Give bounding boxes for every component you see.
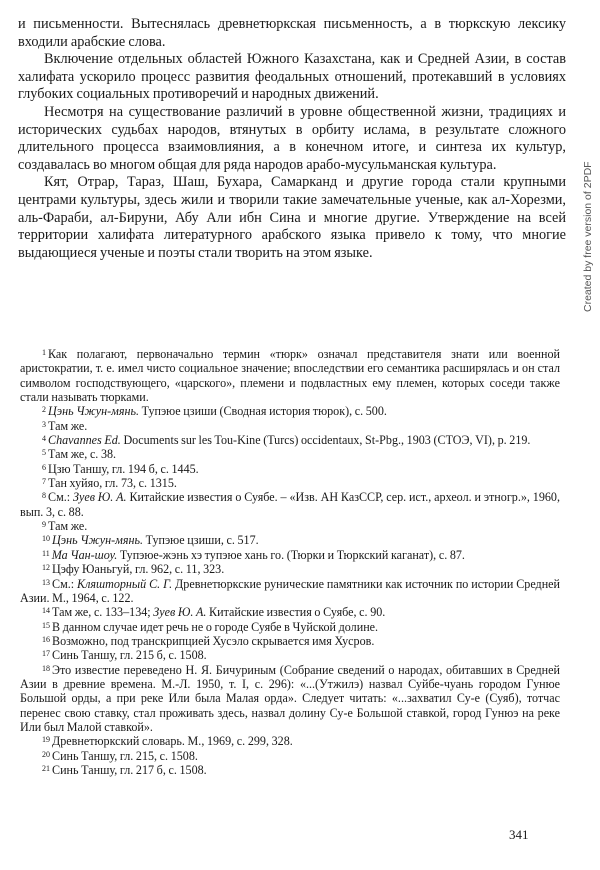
footnote: $^{13}$ См.: Кляшторный С. Г. Древнетюркские рунические памятники как источник по истории Средней Азии. М., 1964, с. 122.: [20, 576, 561, 605]
footnote-number: 1: [42, 348, 46, 357]
footnote: $^5$ Там же, с. 38.: [42, 447, 117, 462]
footnote: $^7$ Тан хуйяо, гл. 73, с. 1315.: [42, 476, 177, 491]
footnote-number: 3: [42, 419, 46, 429]
paragraph: Кят, Отрар, Тараз, Шаш, Бухара, Самарканд и другие города стали крупными центрами культуры, здесь жили и творили такие замечательные ученые, как ал-Хорезми, аль-Фараби, ал-Бируни, Абу Али ибн Сина и многие другие. Утверждение на всей территории халифата литературного арабского языка привело к тому, что многие выдающиеся ученые и поэты стали творить на этом языке.: [18, 174, 566, 261]
footnote-number: 13: [42, 577, 50, 587]
footnote: $^4$ Chavannes Ed. Documents sur les Tou-Kine (Turcs) occidentaux, St-Pbg., 1903 (СТОЭ, VI), р. 219.: [42, 433, 531, 448]
footnote: $^3$ Там же.: [42, 418, 88, 433]
footnote: $^{19}$ Древнетюркский словарь. М., 1969, с. 299, 328.: [42, 734, 293, 749]
footnote-number: 7: [42, 477, 46, 487]
footnote: $^{12}$ Цэфу Юаньгуй, гл. 962, с. 11, 323.: [42, 562, 225, 577]
footnote-number: 2: [42, 405, 46, 415]
footnote: $^9$ Там же.: [42, 519, 88, 534]
footnote-number: 8: [42, 491, 46, 501]
footnote: $^{10}$ Цэнь Чжун-мянь. Тупэюе цзиши, с. 517.: [42, 533, 259, 548]
footnote: $^{18}$ Это известие переведено Н. Я. Бичуриным (Собрание сведений о народах, обитавших в Средней Азии в древние времена. М.-Л. 1950, т. I, с. 296): «...(Утжилэ) назвал Суйбе-чуань городом Гунюе Большой орды, а при реке Или была Малая орда». Следует читать: «...захватил Су-е (Суяб), тотчас перенес свою ставку, стал проживать здесь, назвал долину Су-е Большой ставкой, город Гунюэ на реке Или был Малой ставкой».: [20, 662, 560, 734]
footnote: $^{11}$ Ма Чан-шоу. Тупэюе-жэнь хэ тупэюе хань го. (Тюрки и Тюркский каганат), с. 87.: [42, 547, 465, 562]
footnote-author: Цэнь Чжун-мянь.: [48, 404, 140, 419]
footnote: $^{15}$ В данном случае идет речь не о городе Суябе в Чуйской долине.: [42, 619, 379, 634]
footnote-number: 17: [42, 649, 50, 659]
footnote-author: Цэнь Чжун-мянь.: [52, 533, 144, 548]
footnote-number: 20: [42, 749, 50, 759]
footnote-number: 21: [42, 763, 50, 773]
footnote: $^{20}$ Синь Таншу, гл. 215, с. 1508.: [42, 748, 198, 763]
footnote-number: 5: [42, 448, 46, 458]
footnote: $^{16}$ Возможно, под транскрипцией Хусэло скрывается имя Хусров.: [42, 633, 375, 648]
footnote-author: Chavannes Ed.: [48, 433, 121, 448]
footnote-author: Ма Чан-шоу.: [51, 547, 118, 562]
footnote-number: 16: [42, 634, 50, 644]
footnote-number: 6: [42, 462, 46, 472]
footnote: $^6$ Цзю Таншу, гл. 194 б, с. 1445.: [42, 461, 199, 476]
footnote: $^1$ Как полагают, первоначально термин «тюрк» означал представителя знати или военной аристократии, т. е. имел чисто социальное значение; впоследствии его семантика расширялась и он стал символом господствующего, «царского», племени и подвластных ему племен, которых соседи также стали называть тюрками.: [20, 347, 560, 405]
main-text: [18, 16, 566, 262]
footnote-number: 12: [42, 563, 50, 573]
footnote-number: 19: [42, 735, 50, 745]
footnote: $^{21}$ Синь Таншу, гл. 217 б, с. 1508.: [42, 762, 207, 777]
footnotes: [20, 347, 560, 777]
paragraph: Включение отдельных областей Южного Казахстана, как и Средней Азии, в состав халифата ускорило процесс развития феодальных отношений, протекавший в условиях глубоких социальных противоречий и народных движений.: [18, 51, 566, 103]
paragraph: Несмотря на существование различий в уровне общественной жизни, традициях и исторических судьбах народов, втянутых в орбиту ислама, в результате сложного длительного процесса взаимовлияния, а в конечном итоге, и синтеза их культур, создавалась во многом общая для ряда народов арабо-мусульманская культура.: [18, 103, 566, 173]
footnote-number: 11: [42, 548, 50, 558]
footnote-number: 18: [42, 663, 50, 673]
paragraph: и письменности. Вытеснялась древнетюркская письменность, а в тюркскую лексику входили арабские слова.: [18, 16, 566, 50]
footnote-author: Зуев Ю. А.: [72, 490, 127, 505]
footnote-number: 14: [42, 606, 50, 616]
footnote: $^2$ Цэнь Чжун-мянь. Тупэюе цзиши (Сводная история тюрок), с. 500.: [42, 404, 387, 419]
footnote: $^{17}$ Синь Таншу, гл. 215 б, с. 1508.: [42, 648, 207, 663]
page-number: 341: [509, 827, 529, 842]
footnote-author: Зуев Ю. А.: [153, 605, 207, 620]
footnote-number: 4: [42, 434, 46, 444]
footnote: $^8$ См.: Зуев Ю. А. Китайские известия о Суябе. – «Изв. АН КазССР, сер. ист., археол. и этногр.», 1960, вып. 3, с. 88.: [20, 490, 560, 519]
footnote-number: 10: [42, 534, 50, 544]
footnote-number: 15: [42, 620, 50, 630]
footnote-number: 9: [42, 520, 46, 530]
watermark: Created by free version of 2PDF: [582, 161, 594, 312]
footnote: $^{14}$ Там же, с. 133–134; Зуев Ю. А. Китайские известия о Суябе, с. 90.: [42, 605, 386, 620]
footnote-author: Кляшторный С. Г.: [77, 576, 173, 591]
